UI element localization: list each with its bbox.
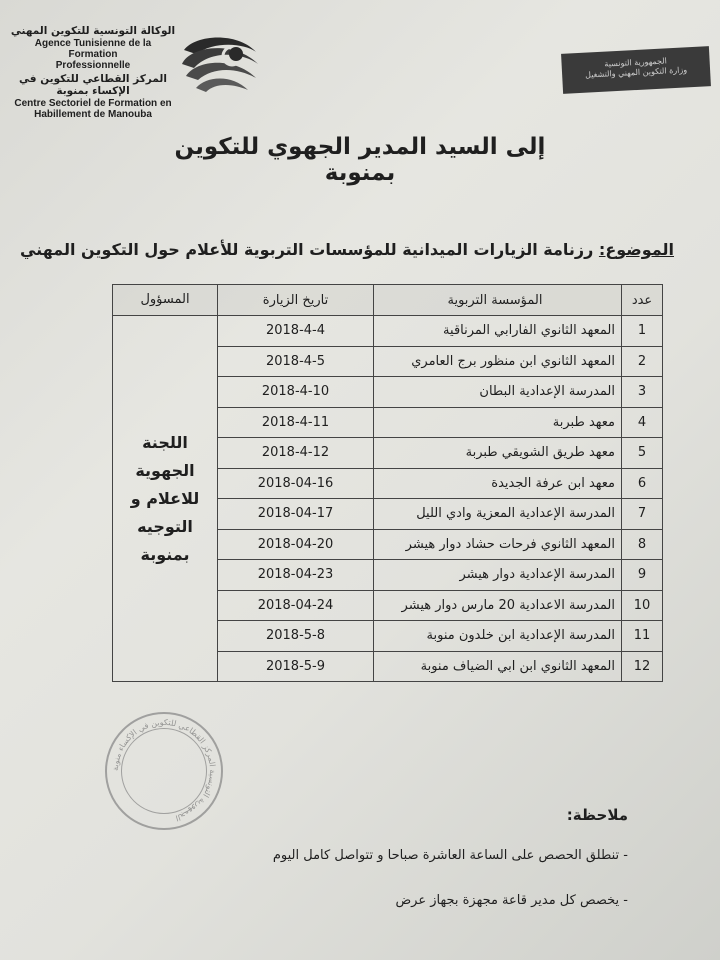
- agency-name-fr-line1: Agence Tunisienne de la Formation: [34, 37, 152, 60]
- row-institution: المدرسة الإعدادية البطان: [374, 377, 622, 408]
- row-date: 2018-04-20: [218, 529, 374, 560]
- row-date: 2018-04-24: [218, 590, 374, 621]
- note-item-1: - تنطلق الحصص على الساعة العاشرة صباحا و تتواصل كامل اليوم: [272, 848, 628, 863]
- responsible-cell: اللجنة الجهوية للاعلام و التوجيه بمنوبة: [113, 316, 218, 682]
- row-date: 2018-04-16: [218, 468, 374, 499]
- svg-text:الجمهورية التونسية المركز القط: الجمهورية التونسية المركز القطاعي للتكوين في الإكساء منوبة: [110, 717, 218, 823]
- row-num: 11: [622, 621, 663, 652]
- subject-line: [19, 240, 674, 259]
- visits-schedule-table: [112, 284, 663, 682]
- center-name-fr-line2: Habillement de Manouba: [34, 109, 152, 120]
- row-institution: المعهد الثانوي ابن ابي الضياف منوبة: [374, 651, 622, 682]
- row-institution: المعهد الثانوي ابن منظور برج العامري: [374, 346, 622, 377]
- row-num: 10: [622, 590, 663, 621]
- agency-name-fr-line2: Professionnelle: [55, 60, 131, 72]
- row-institution: المعهد الثانوي فرحات حشاد دوار هيشر: [374, 529, 622, 560]
- header-date: تاريخ الزيارة: [218, 285, 374, 316]
- row-institution: معهد ابن عرفة الجديدة: [374, 468, 622, 499]
- addressee-heading: إلى السيد المدير الجهوي للتكوين بمنوبة: [174, 134, 546, 186]
- ministry-line1: الجمهورية التونسية: [604, 56, 668, 69]
- row-num: 9: [622, 560, 663, 591]
- row-date: 2018-4-12: [218, 438, 374, 469]
- ministry-header-box: [561, 46, 711, 94]
- row-date: 2018-4-5: [218, 346, 374, 377]
- row-date: 2018-5-8: [218, 621, 374, 652]
- row-num: 3: [622, 377, 663, 408]
- note-item-2: - يخصص كل مدير قاعة مجهزة بجهاز عرض: [395, 893, 628, 908]
- header-institution: المؤسسة التربوية: [374, 285, 622, 316]
- row-num: 8: [622, 529, 663, 560]
- row-num: 1: [622, 316, 663, 347]
- row-num: 5: [622, 438, 663, 469]
- row-institution: معهد طريق الشويقي طبربة: [374, 438, 622, 469]
- row-num: 7: [622, 499, 663, 530]
- row-num: 2: [622, 346, 663, 377]
- table-header-row: [113, 285, 663, 316]
- official-stamp: [105, 712, 223, 830]
- ministry-line2: وزارة التكوين المهني والتشغيل: [584, 65, 688, 81]
- header-responsible: المسؤول: [113, 285, 218, 316]
- row-date: 2018-4-11: [218, 407, 374, 438]
- row-institution: معهد طبربة: [374, 407, 622, 438]
- center-name-fr-line1: Centre Sectoriel de Formation en: [14, 97, 172, 109]
- row-institution: المدرسة الإعدادية دوار هيشر: [374, 560, 622, 591]
- row-date: 2018-4-4: [218, 316, 374, 347]
- row-num: 4: [622, 407, 663, 438]
- agency-header: [10, 26, 176, 120]
- row-institution: المدرسة الإعدادية ابن خلدون منوبة: [374, 621, 622, 652]
- center-name-ar: المركز القطاعي للتكوين في الإكساء بمنوبة: [19, 73, 167, 98]
- row-num: 6: [622, 468, 663, 499]
- agency-name-ar: الوكالة التونسية للتكوين المهني: [10, 25, 176, 37]
- table-row: [113, 316, 663, 347]
- row-date: 2018-5-9: [218, 651, 374, 682]
- row-institution: المدرسة الاعدادية 20 مارس دوار هيشر: [374, 590, 622, 621]
- row-date: 2018-04-17: [218, 499, 374, 530]
- row-institution: المعهد الثانوي الفارابي المرناقية: [374, 316, 622, 347]
- row-institution: المدرسة الإعدادية المعزية وادي الليل: [374, 499, 622, 530]
- row-num: 12: [622, 651, 663, 682]
- notes-title: ملاحظة:: [566, 806, 628, 824]
- subject-label: الموضوع:: [598, 240, 674, 259]
- header-num: عدد: [622, 285, 663, 316]
- subject-text: رزنامة الزيارات الميدانية للمؤسسات التربوية للأعلام حول التكوين المهني: [19, 240, 594, 259]
- atfp-logo-icon: [176, 30, 264, 100]
- stamp-inner-circle: [121, 728, 207, 814]
- row-date: 2018-04-23: [218, 560, 374, 591]
- row-date: 2018-4-10: [218, 377, 374, 408]
